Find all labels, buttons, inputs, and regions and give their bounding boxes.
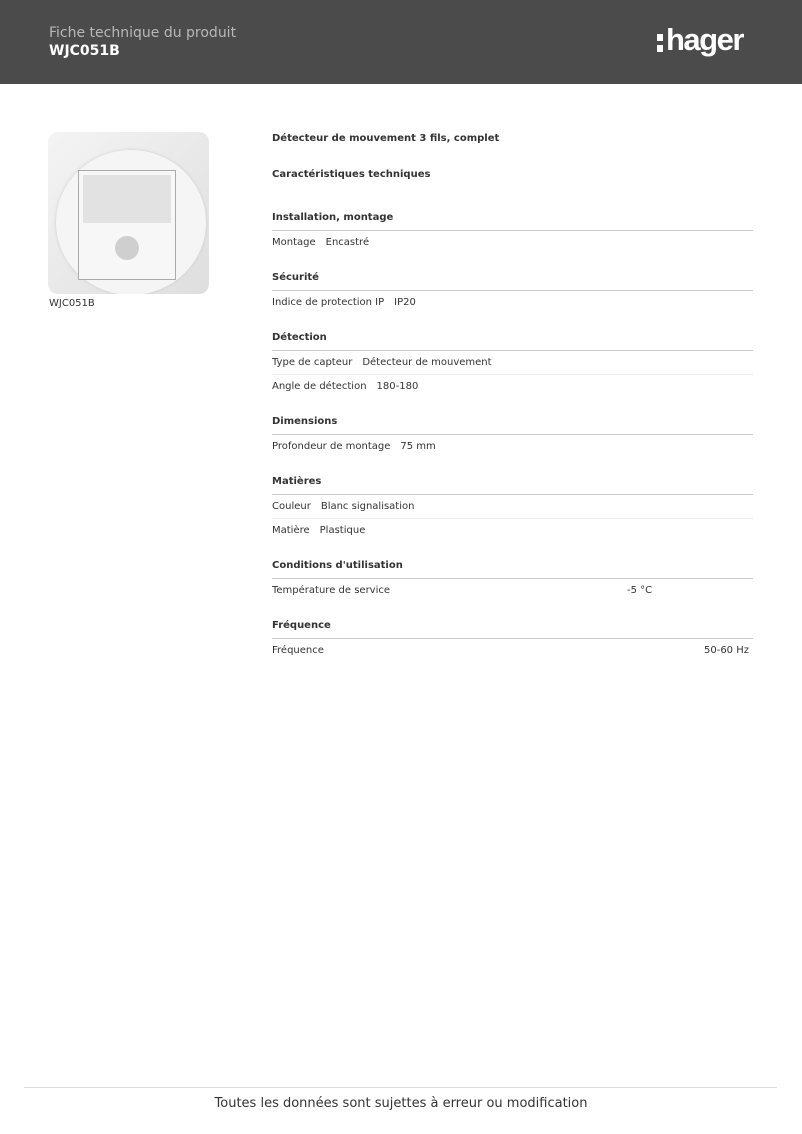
hager-logo (657, 22, 743, 58)
spec-label: Matière (272, 525, 310, 536)
section-conditions (272, 559, 753, 602)
spec-row (272, 231, 753, 254)
section-heading: Matières (272, 475, 753, 495)
image-caption: WJC051B (49, 298, 95, 309)
spec-label: Type de capteur (272, 357, 353, 368)
header-subtitle: Fiche technique du produit (49, 25, 237, 41)
section-title: Caractéristiques techniques (272, 169, 431, 180)
product-image (48, 132, 209, 294)
spec-row (272, 639, 753, 662)
section-dimensions (272, 415, 753, 458)
section-heading: Détection (272, 331, 753, 351)
page-header (0, 0, 802, 84)
logo-colon-icon (657, 32, 663, 52)
section-heading: Installation, montage (272, 211, 753, 231)
footer-disclaimer: Toutes les données sont sujettes à erreur ou modification (214, 1096, 588, 1111)
spec-value: 50-60 Hz (703, 645, 749, 656)
logo-text: hager (666, 22, 743, 57)
section-securite (272, 271, 753, 314)
spec-label: Fréquence (272, 645, 324, 656)
spec-row (272, 291, 753, 314)
spec-value: Détecteur de mouvement (362, 357, 492, 368)
spec-label: Montage (272, 237, 316, 248)
spec-label: Angle de détection (272, 381, 367, 392)
spec-value: -5 °C (627, 585, 653, 596)
section-frequence (272, 619, 753, 662)
spec-row (272, 351, 753, 375)
footer-divider (24, 1087, 777, 1088)
spec-value: Plastique (319, 525, 366, 536)
section-matieres (272, 475, 753, 542)
section-heading: Conditions d'utilisation (272, 559, 753, 579)
spec-value: 75 mm (400, 441, 436, 452)
image-lens (83, 175, 171, 223)
spec-label: Couleur (272, 501, 311, 512)
spec-label: Indice de protection IP (272, 297, 385, 308)
spec-value: Encastré (325, 237, 370, 248)
section-heading: Dimensions (272, 415, 753, 435)
spec-value: IP20 (394, 297, 416, 308)
section-detection (272, 331, 753, 398)
spec-row (272, 519, 753, 542)
spec-row (272, 495, 753, 519)
spec-value: Blanc signalisation (320, 501, 415, 512)
spec-label: Profondeur de montage (272, 441, 391, 452)
spec-row (272, 435, 753, 458)
section-installation (272, 211, 753, 254)
product-title: Détecteur de mouvement 3 fils, complet (272, 133, 500, 144)
header-product-code: WJC051B (49, 43, 120, 59)
image-button (115, 236, 139, 260)
spec-label: Température de service (272, 585, 391, 596)
spec-value: 180-180 (376, 381, 419, 392)
section-heading: Fréquence (272, 619, 753, 639)
spec-row (272, 579, 753, 602)
spec-row (272, 375, 753, 398)
section-heading: Sécurité (272, 271, 753, 291)
image-plate (78, 170, 176, 280)
